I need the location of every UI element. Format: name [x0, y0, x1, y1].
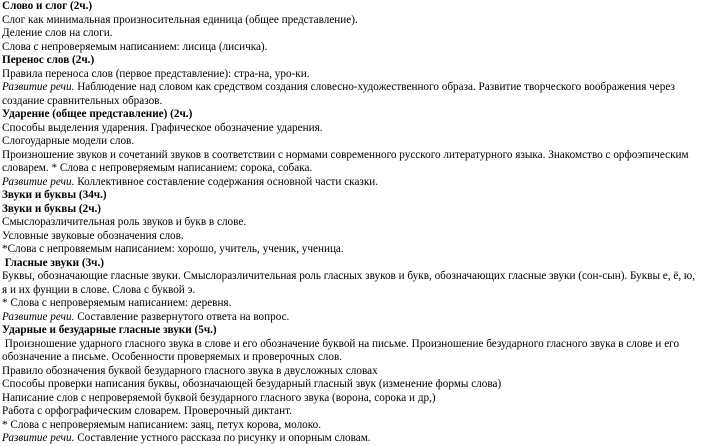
section-heading-stress: Ударение (общее представление) (2ч.): [2, 108, 193, 120]
subsection-heading-vowels: Гласные звуки (3ч.): [2, 256, 105, 269]
section-heading-sounds-and-letters: Звуки и буквы (34ч.): [2, 189, 107, 201]
text-line: Слогоударные модели слов.: [2, 135, 135, 147]
text-line: Правила переноса слов (первое представление): стра-на, уро-ки.: [2, 67, 310, 80]
section-heading-word-wrap: Перенос слов (2ч.): [2, 54, 95, 66]
text-line: Способы проверки написания буквы, обозначающей безударный гласный звук (изменение формы слова): [2, 378, 502, 390]
subsection-heading-sounds-and-letters: Звуки и буквы (2ч.): [2, 202, 102, 215]
speech-development-text: Составление развернутого ответа на вопрос.: [74, 310, 290, 323]
text-line: Работа с орфографическим словарем. Проверочный диктант.: [2, 405, 292, 417]
text-line: Правило обозначения буквой безударного гласного звука в двусложных словах: [2, 364, 378, 377]
text-line: Слог как минимальная произносительная единица (общее представление).: [2, 13, 358, 26]
speech-development-paragraph: [2, 311, 702, 325]
text-paragraph: Произношение звуков и сочетаний звуков в соответствии с нормами современного русского литературного языка. Знакомство с орфоэпическим словарем. * Слова с непроверяемым написанием: сорока, собака.: [2, 148, 689, 174]
subsection-heading-stressed-unstressed: Ударные и безударные гласные звуки (5ч.): [2, 324, 217, 336]
speech-development-text: Составление устного рассказа по рисунку и опорным словам.: [74, 432, 371, 444]
speech-development-text: Наблюдение над словом как средством создания словесно-художественного образа. Развитие творческого воображения через создание сравнительных образов.: [2, 81, 675, 107]
text-line: Написание слов с непроверяемой буквой безударного гласного звука (ворона, сорока и др,): [2, 391, 436, 404]
text-paragraph: Произношение ударного гласного звука в слове и его обозначение буквой на письме. Произношение безударного гласного звука в слове и его обозначение а письме. Особенности проверяемых и проверочных слов.: [2, 337, 682, 363]
speech-development-paragraph: [2, 432, 702, 446]
text-line: * Слова с непроверяемым написанием: деревня.: [2, 297, 232, 309]
text-line: Способы выделения ударения. Графическое обозначение ударения.: [2, 121, 323, 134]
speech-development-text: Коллективное составление содержания основной части сказки.: [74, 175, 379, 188]
speech-development-label: Развитие речи.: [2, 175, 75, 188]
speech-development-label: Развитие речи.: [2, 310, 75, 323]
text-line: Слова с непроверяемым написанием: лисица (лисичка).: [2, 40, 268, 53]
speech-development-label: Развитие речи.: [2, 81, 75, 93]
text-line: * Слова с непроверяемым написанием: заяц, петух корова, молоко.: [2, 418, 322, 431]
section-heading-word-and-syllable: Слово и слог (2ч.): [2, 0, 93, 12]
speech-development-paragraph: [2, 81, 702, 108]
text-line: Деление слов на слоги.: [2, 27, 113, 39]
speech-development-label: Развитие речи.: [2, 432, 75, 444]
text-line: *Слова с непровяемым написанием: хорошо, учитель, ученик, ученица.: [2, 243, 344, 255]
text-paragraph: Буквы, обозначающие гласные звуки. Смыслоразличительная роль гласных звуков и букв, обозначающих гласные звуки (сон-сын). Буквы е, ё, ю, я и их фунции в слове. Слова с буквой э.: [2, 270, 696, 296]
text-line: Смыслоразличительная роль звуков и букв в слове.: [2, 216, 247, 228]
speech-development-paragraph: [2, 176, 702, 190]
text-line: Условные звуковые обозначения слов.: [2, 229, 184, 242]
